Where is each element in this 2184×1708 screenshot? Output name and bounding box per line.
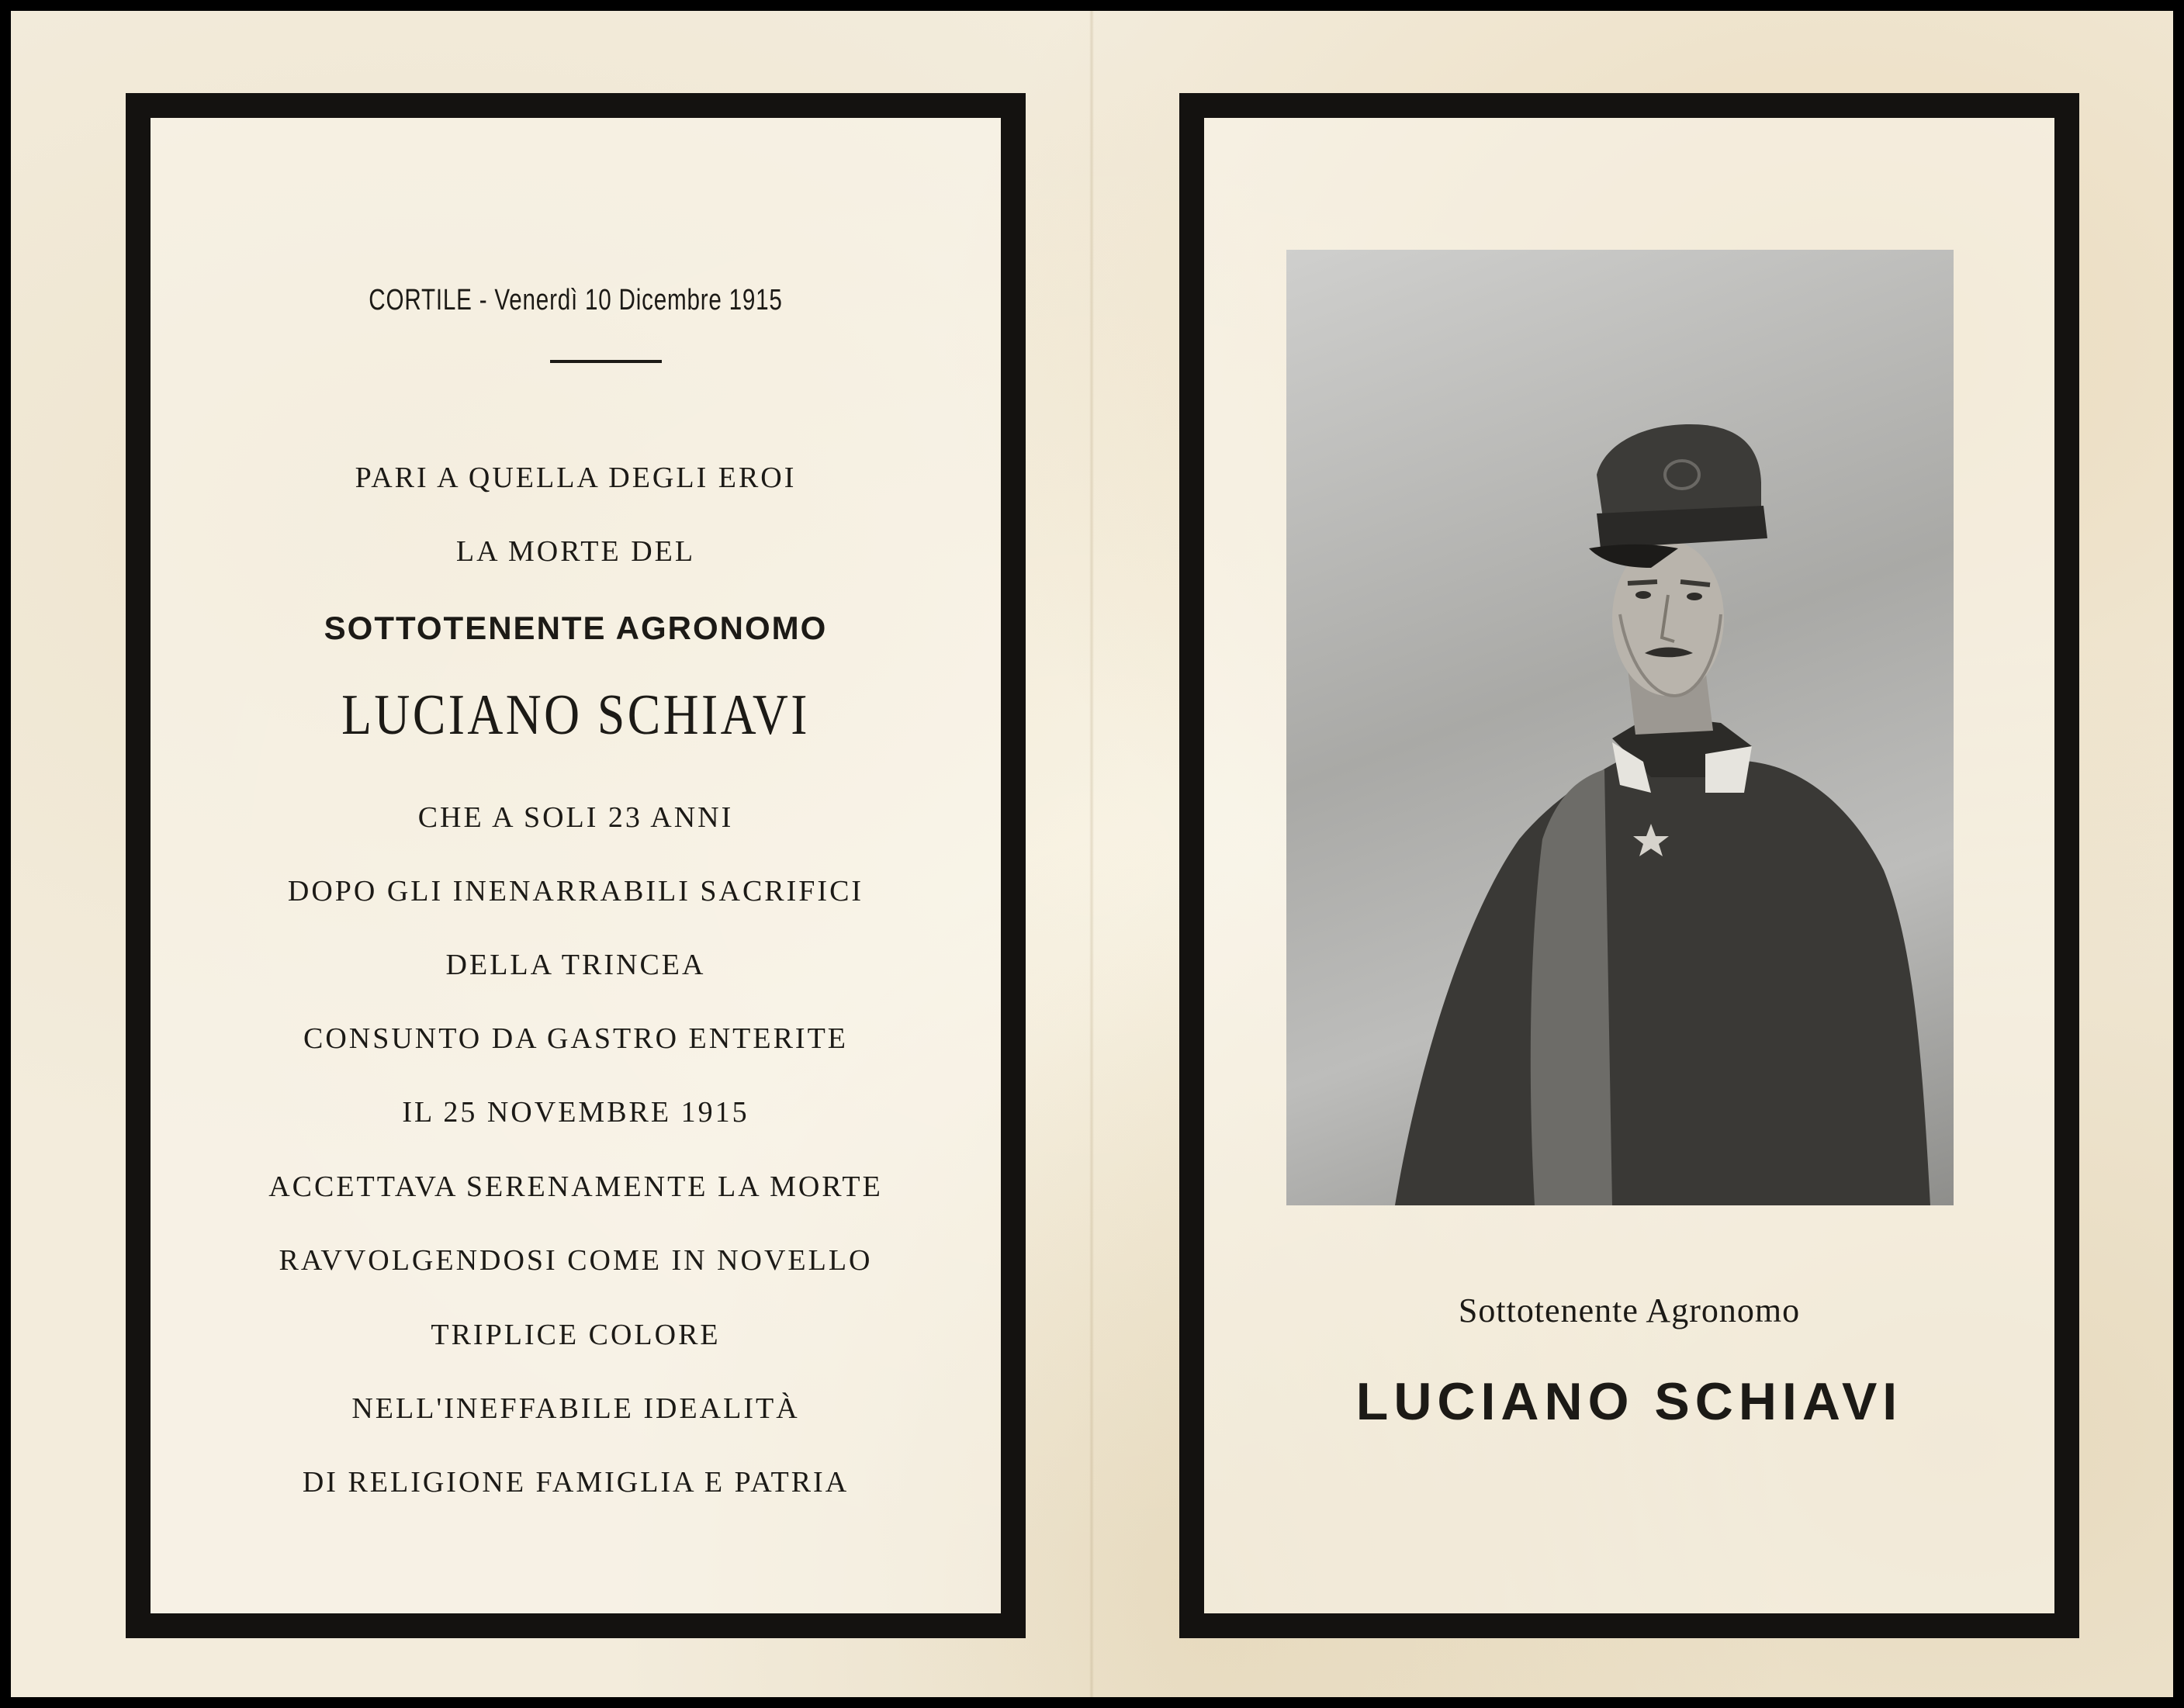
- text-line: DOPO GLI INENARRABILI SACRIFICI: [287, 875, 864, 908]
- memorial-card: [11, 11, 2173, 1697]
- divider-rule: [550, 360, 662, 363]
- text-line: ACCETTAVA SERENAMENTE LA MORTE: [268, 1170, 883, 1203]
- deceased-name: LUCIANO SCHIAVI: [341, 683, 810, 747]
- portrait-figure: [1286, 250, 1954, 1205]
- text-line: NELL'INEFFABILE IDEALITÀ: [351, 1392, 800, 1425]
- left-page: [126, 93, 1026, 1638]
- text-line: CONSUNTO DA GASTRO ENTERITE: [303, 1022, 849, 1055]
- text-line: TRIPLICE COLORE: [431, 1319, 721, 1351]
- caption-name: LUCIANO SCHIAVI: [1355, 1372, 1903, 1431]
- text-line: DELLA TRINCEA: [445, 949, 706, 981]
- dateline: CORTILE - Venerdì 10 Dicembre 1915: [369, 284, 783, 316]
- text-line: IL 25 NOVEMBRE 1915: [402, 1096, 749, 1129]
- caption-title: Sottotenente Agronomo: [1458, 1291, 1801, 1329]
- portrait-photo: [1286, 250, 1954, 1205]
- text-line: CHE A SOLI 23 ANNI: [417, 801, 734, 834]
- text-line: PARI A QUELLA DEGLI EROI: [355, 462, 797, 494]
- right-page: [1179, 93, 2079, 1638]
- card-fold: [1089, 11, 1094, 1697]
- text-line: DI RELIGIONE FAMIGLIA E PATRIA: [302, 1466, 850, 1499]
- text-line: LA MORTE DEL: [455, 535, 696, 568]
- rank-heading: SOTTOTENENTE AGRONOMO: [324, 610, 828, 646]
- text-line: RAVVOLGENDOSI COME IN NOVELLO: [279, 1244, 873, 1277]
